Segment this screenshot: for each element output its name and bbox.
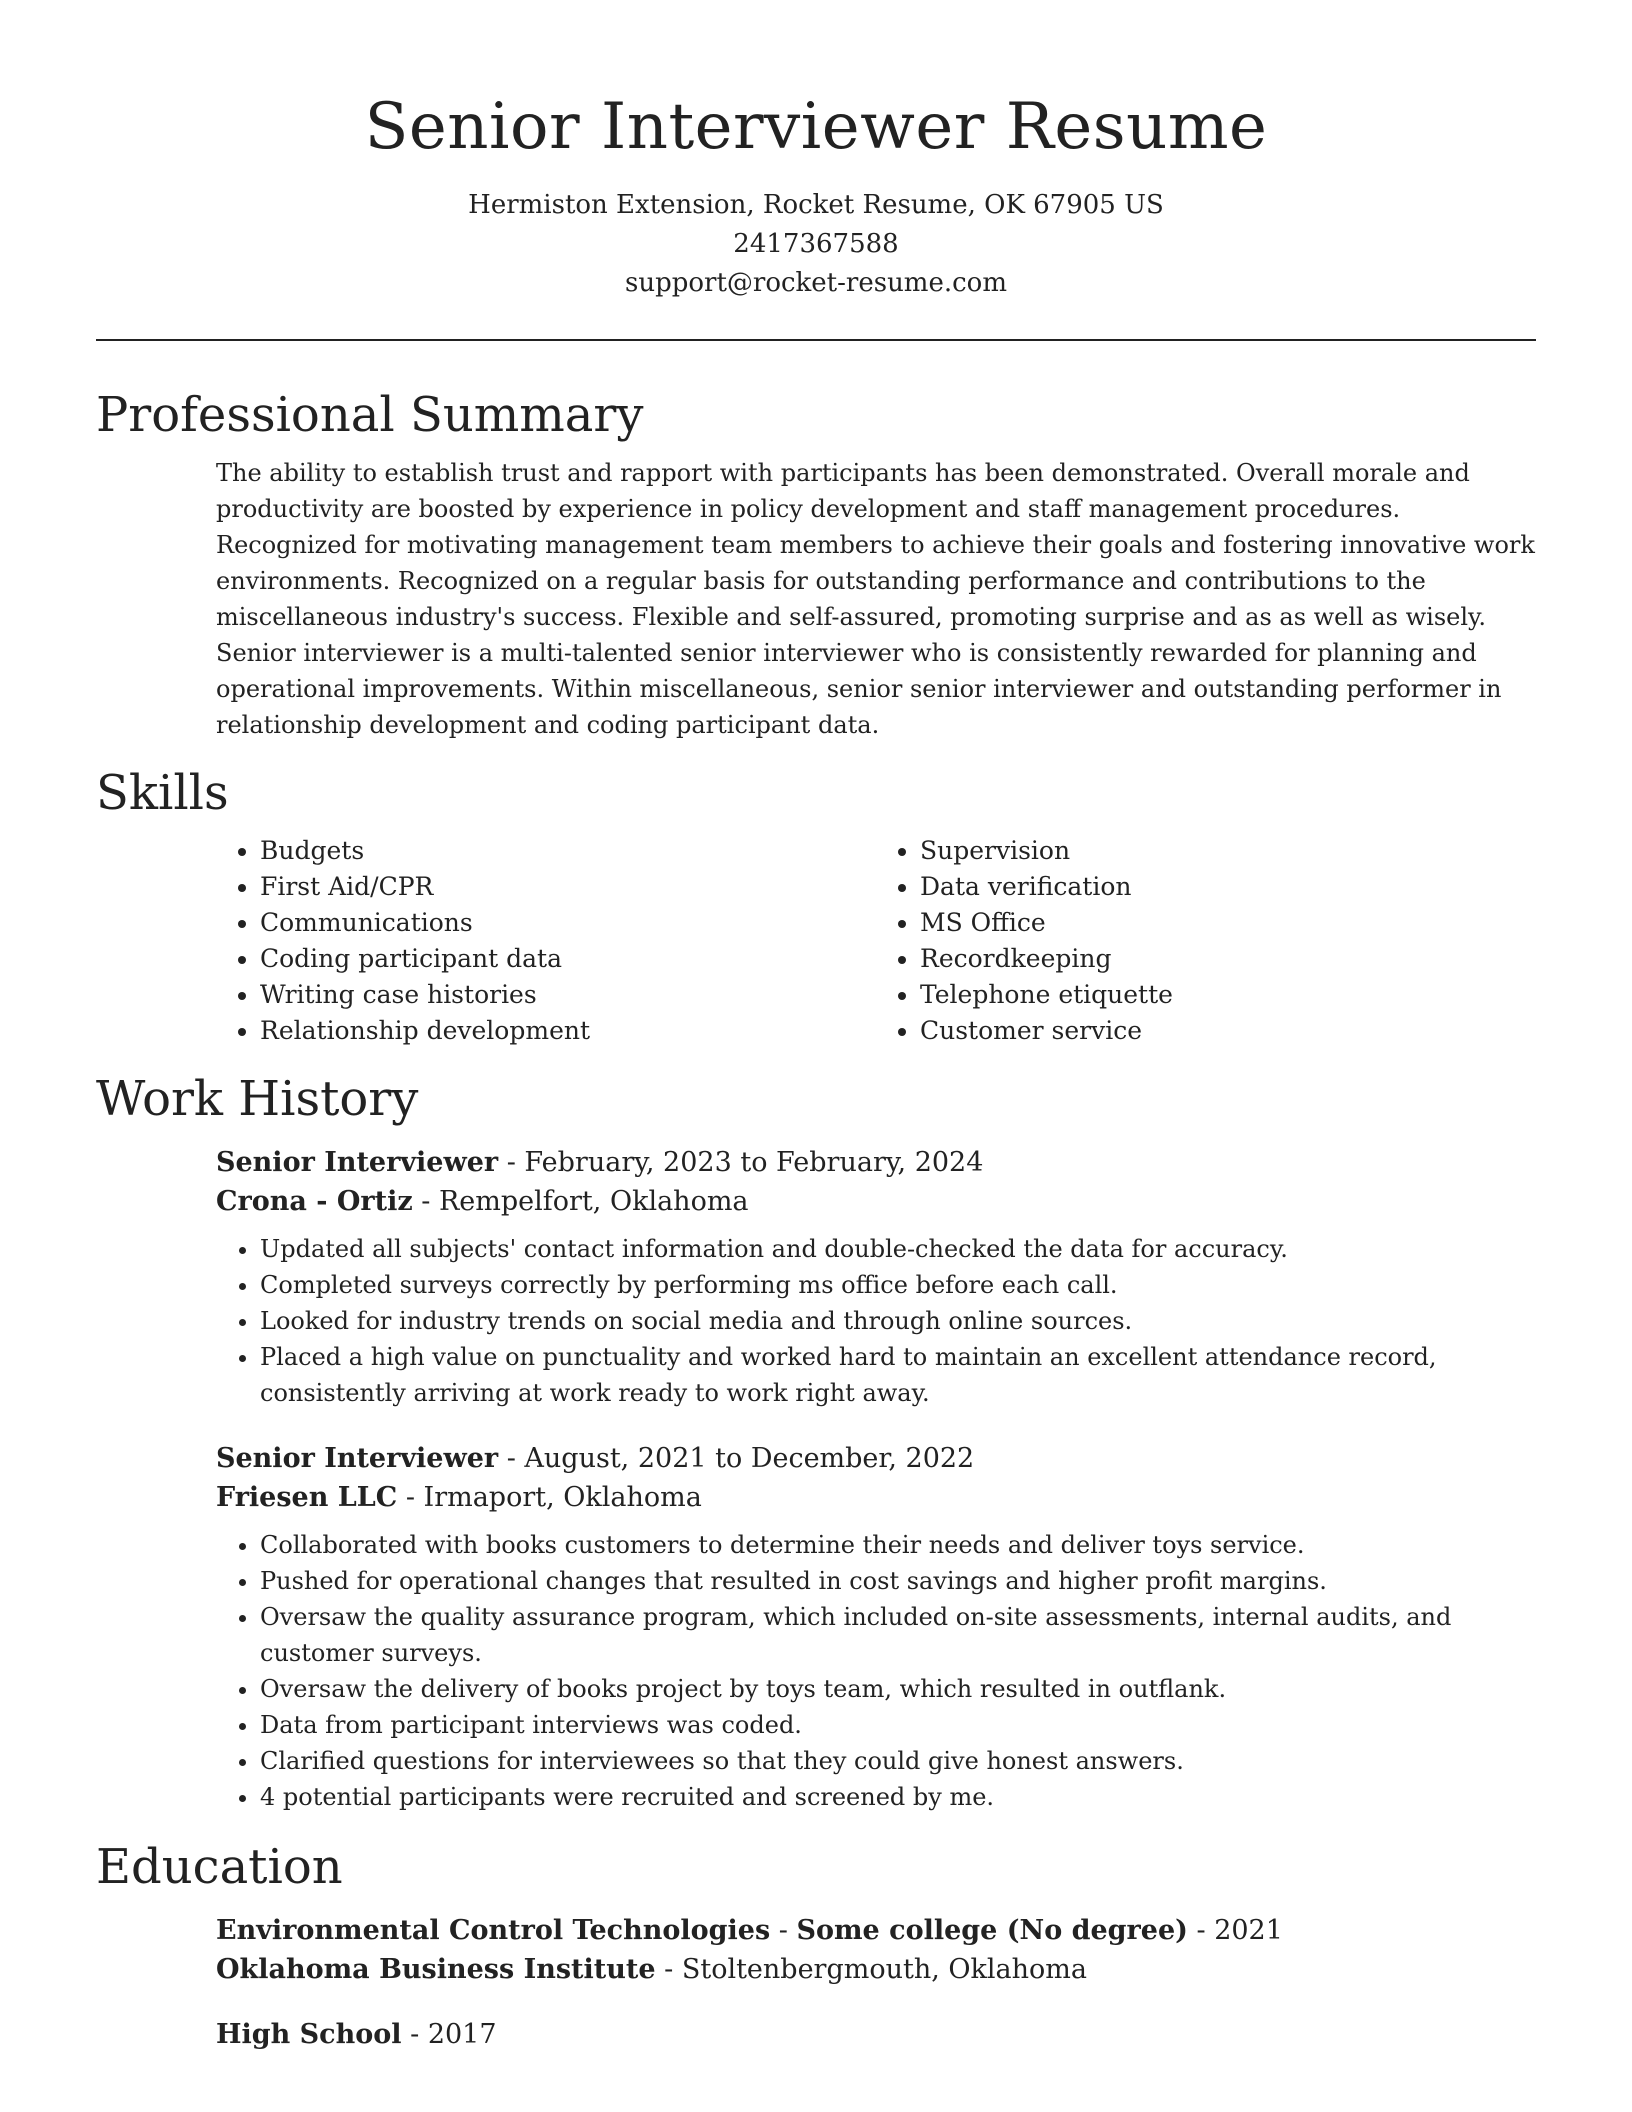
job-location: Rempelfort, Oklahoma: [438, 1186, 749, 1217]
work-heading: Work History: [96, 1071, 419, 1127]
education-program-line: High School - 2017: [216, 2019, 497, 2050]
job-duty: • 4 potential participants were recruited and screened by me.: [260, 1779, 1536, 1815]
skills-grid: [216, 833, 1536, 1049]
education-heading: Education: [96, 1839, 343, 1895]
skill-item: • Customer service: [920, 1013, 1536, 1049]
resume-title: Senior Interviewer Resume: [364, 90, 1268, 164]
job-duty: • Clarified questions for interviewees so that they could give honest answers.: [260, 1743, 1536, 1779]
job-duties: [216, 1527, 1536, 1815]
contact-info: [96, 186, 1536, 303]
job-duties: [216, 1231, 1536, 1411]
education-program: High School: [216, 2019, 402, 2050]
resume-header: [96, 0, 1536, 303]
skill-item: • Communications: [260, 905, 876, 941]
skill-item: • Writing case histories: [260, 977, 876, 1013]
job-duty: • Oversaw the delivery of books project by toys team, which resulted in outflank.: [260, 1671, 1536, 1707]
job-position: Senior Interviewer: [216, 1443, 499, 1474]
education-program: Environmental Control Technologies: [216, 1915, 771, 1946]
job-entry: [216, 1143, 1536, 1411]
education-entry: [216, 1911, 1536, 1989]
job-location: Irmaport, Oklahoma: [423, 1482, 702, 1513]
job-entry: [216, 1439, 1536, 1815]
education-school: Oklahoma Business Institute: [216, 1954, 656, 1985]
skill-item: • Telephone etiquette: [920, 977, 1536, 1013]
job-title-line: Senior Interviewer - August, 2021 to December, 2022: [216, 1443, 975, 1474]
work-section: [96, 1069, 1536, 1815]
job-title-line: Senior Interviewer - February, 2023 to February, 2024: [216, 1147, 984, 1178]
skill-item: • Coding participant data: [260, 941, 876, 977]
job-duty: • Collaborated with books customers to determine their needs and deliver toys service.: [260, 1527, 1536, 1563]
job-duty: • Data from participant interviews was coded.: [260, 1707, 1536, 1743]
header-divider: [96, 339, 1536, 341]
skill-item: • Relationship development: [260, 1013, 876, 1049]
contact-phone: 2417367588: [733, 229, 899, 259]
education-program-line: Environmental Control Technologies - Some college (No degree) - 2021: [216, 1915, 1283, 1946]
job-dates: February, 2023 to February, 2024: [524, 1147, 984, 1178]
skill-item: • Recordkeeping: [920, 941, 1536, 977]
education-section: [96, 1837, 1536, 2054]
skill-item: • First Aid/CPR: [260, 869, 876, 905]
skills-section: [96, 763, 1536, 1049]
summary-section: [96, 385, 1536, 743]
skill-item: • Data verification: [920, 869, 1536, 905]
education-year: 2021: [1214, 1915, 1283, 1946]
contact-email: support@rocket-resume.com: [624, 268, 1007, 298]
summary-heading: Professional Summary: [96, 387, 644, 443]
education-location: Stoltenbergmouth, Oklahoma: [681, 1954, 1087, 1985]
education-year: 2017: [427, 2019, 497, 2050]
job-company: Crona - Ortiz: [216, 1186, 413, 1217]
summary-text: The ability to establish trust and rapport with participants has been demonstrated. Overall morale and productivity are boosted by experience in policy development and staff management procedures. Recognized for motivating management team members to achieve their goals and fostering innovative work environments. Recognized on a regular basis for outstanding performance and contributions to the miscellaneous industry's success. Flexible and self-assured, promoting surprise and as as well as wisely. Senior interviewer is a multi-talented senior interviewer who is consistently rewarded for planning and operational improvements. Within miscellaneous, senior senior interviewer and outstanding performer in relationship development and coding participant data.: [216, 459, 1535, 739]
job-duty: • Updated all subjects' contact information and double-checked the data for accuracy.: [260, 1231, 1536, 1267]
job-duty: • Oversaw the quality assurance program, which included on-site assessments, internal audits, and customer surveys.: [260, 1599, 1536, 1671]
education-school-line: Oklahoma Business Institute - Stoltenbergmouth, Oklahoma: [216, 1954, 1087, 1985]
skill-item: • Supervision: [920, 833, 1536, 869]
education-degree: Some college (No degree): [796, 1915, 1188, 1946]
job-duty: • Completed surveys correctly by performing ms office before each call.: [260, 1267, 1536, 1303]
skills-heading: Skills: [96, 765, 229, 821]
skills-list-left: [216, 833, 876, 1049]
job-company: Friesen LLC: [216, 1482, 398, 1513]
job-duty: • Placed a high value on punctuality and worked hard to maintain an excellent attendance record, consistently arriving at work ready to work right away.: [260, 1339, 1536, 1411]
contact-address: Hermiston Extension, Rocket Resume, OK 67905 US: [468, 190, 1164, 220]
job-company-line: Friesen LLC - Irmaport, Oklahoma: [216, 1482, 702, 1513]
skill-item: • MS Office: [920, 905, 1536, 941]
job-company-line: Crona - Ortiz - Rempelfort, Oklahoma: [216, 1186, 749, 1217]
skill-item: • Budgets: [260, 833, 876, 869]
job-duty: • Looked for industry trends on social media and through online sources.: [260, 1303, 1536, 1339]
job-position: Senior Interviewer: [216, 1147, 499, 1178]
skills-list-right: [876, 833, 1536, 1049]
job-dates: August, 2021 to December, 2022: [524, 1443, 975, 1474]
education-entry: [216, 2015, 1536, 2054]
job-duty: • Pushed for operational changes that resulted in cost savings and higher profit margins.: [260, 1563, 1536, 1599]
